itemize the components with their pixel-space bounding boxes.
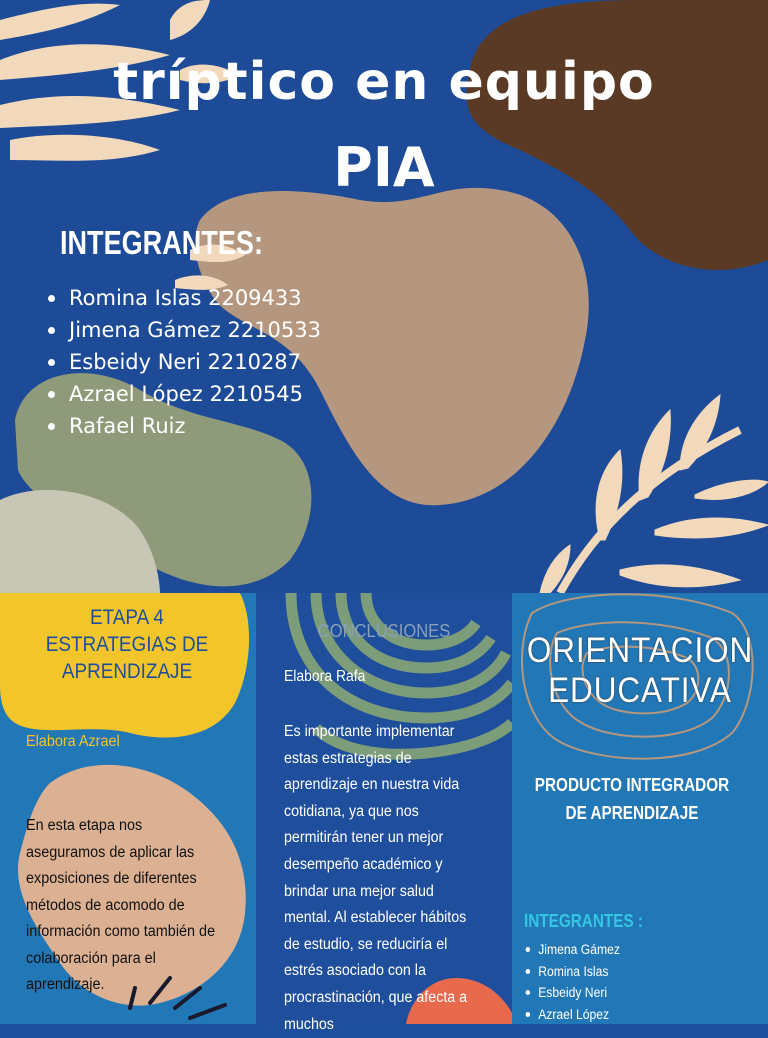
panel-right-member-item: Esbeidy Neri bbox=[522, 982, 620, 1004]
integrantes-heading: INTEGRANTES: bbox=[60, 224, 263, 261]
panel-orientacion bbox=[512, 593, 768, 1024]
member-item: Azrael López 2210545 bbox=[48, 378, 321, 410]
panel-right-integrantes-heading: INTEGRANTES : bbox=[524, 911, 644, 931]
panel-etapa-4 bbox=[0, 593, 256, 1024]
panel-right-members-list bbox=[522, 939, 631, 1025]
panel-right-subtitle bbox=[530, 771, 734, 827]
panel-middle-body: Es importante implementar estas estrategias de aprendizaje en nuestra vida cotidiana, ya que nos permitirán tener un mejor desempeño académico y brindar una mejor salud mental. Al establecer hábitos de estudio, se reduciría el estrés asociado con la procrastinación, que afecta a muchos bbox=[284, 723, 468, 1033]
panel-right-title-line: ORIENTACION bbox=[526, 631, 754, 670]
panel-left-author: Elabora Azrael bbox=[26, 733, 120, 750]
panel-right-title bbox=[525, 631, 755, 711]
member-item: Esbeidy Neri 2210287 bbox=[48, 346, 321, 378]
panel-conclusiones bbox=[256, 593, 512, 1033]
member-item: Rafael Ruiz bbox=[48, 410, 321, 442]
panel-right-member-item: Romina Islas bbox=[522, 961, 620, 983]
panel-left-title-line: ETAPA 4 bbox=[90, 606, 164, 629]
panel-middle-author: Elabora Rafa bbox=[284, 668, 366, 685]
panel-middle-title: CONCLUSIONES bbox=[317, 621, 451, 641]
panel-right-member-item: Jimena Gámez bbox=[522, 939, 620, 961]
members-list bbox=[48, 282, 321, 442]
panel-left-title bbox=[33, 604, 222, 685]
cover-subtitle: PIA bbox=[333, 136, 435, 199]
panel-right-subtitle-line: PRODUCTO INTEGRADOR bbox=[534, 775, 730, 795]
member-item: Jimena Gámez 2210533 bbox=[48, 314, 321, 346]
panel-right-title-line: EDUCATIVA bbox=[548, 671, 732, 710]
panel-left-title-line: ESTRATEGIAS DE bbox=[45, 633, 209, 656]
panel-right-member-item: Azrael López bbox=[522, 1004, 620, 1026]
panel-right-subtitle-line: DE APRENDIZAJE bbox=[565, 803, 699, 823]
member-item: Romina Islas 2209433 bbox=[48, 282, 321, 314]
cover-title: tríptico en equipo bbox=[113, 52, 655, 112]
panel-left-body: En esta etapa nos aseguramos de aplicar las exposiciones de diferentes métodos de acomodo de información como también de colaboración para el aprendizaje. bbox=[26, 817, 216, 993]
panel-left-title-line: APRENDIZAJE bbox=[61, 660, 193, 683]
